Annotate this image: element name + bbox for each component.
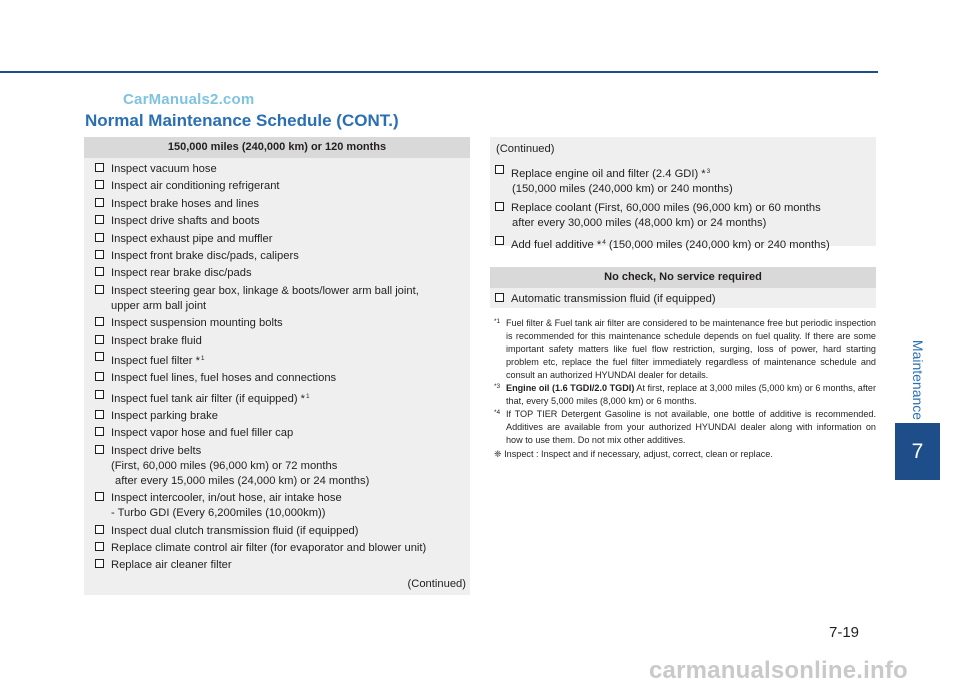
checkbox-icon: [95, 215, 104, 224]
checklist-item: [493, 292, 872, 307]
checkbox-icon: [95, 559, 104, 568]
checklist-item: [93, 371, 466, 386]
item-text: Inspect fuel filter *: [111, 354, 200, 367]
checkbox-icon: [95, 427, 104, 436]
checklist-item: [93, 214, 466, 229]
item-text: Inspect vapor hose and fuel filler cap: [111, 427, 294, 440]
checkbox-icon: [495, 202, 504, 211]
checkbox-icon: [95, 352, 104, 361]
no-service-panel: [490, 267, 876, 308]
watermark-bottom[interactable]: carmanualsonline.info: [649, 657, 908, 684]
continued-label: (Continued): [496, 143, 555, 155]
checklist-item: [93, 409, 466, 424]
checkbox-icon: [95, 267, 104, 276]
item-text: Inspect air conditioning refrigerant: [111, 180, 280, 193]
checkbox-icon: [95, 542, 104, 551]
checklist-item: [93, 334, 466, 349]
checklist: [84, 158, 470, 573]
footnote-text: If TOP TIER Detergent Gasoline is not available, one bottle of additive is recommended. Additives are available from your authorized HYUNDAI dealer along with information on how to use them. Do not mix other additives.: [506, 409, 876, 445]
top-rule: [0, 71, 878, 73]
item-text: Replace air cleaner filter: [111, 559, 232, 572]
continued-label: (Continued): [407, 578, 466, 590]
checklist-item: [93, 444, 466, 489]
item-text-line2: - Turbo GDI (Every 6,200miles (10,000km)): [111, 507, 326, 520]
item-text: Inspect drive shafts and boots: [111, 215, 260, 228]
panel-heading: No check, No service required: [490, 267, 876, 288]
checkbox-icon: [95, 492, 104, 501]
checklist-item: [93, 197, 466, 212]
checkbox-icon: [495, 165, 504, 174]
item-text: Inspect parking brake: [111, 410, 218, 423]
checkbox-icon: [495, 236, 504, 245]
footnote-list: [490, 317, 876, 447]
panel-heading: 150,000 miles (240,000 km) or 120 months: [84, 137, 470, 158]
footnote-mark: *1: [494, 318, 501, 325]
footnote-text: Fuel filter & Fuel tank air filter are considered to be maintenance free but periodic inspection is recommended for this maintenance schedule depends on fuel quality. If there are some important safety matters like fuel flow restriction, surging, loss of power, hard starting problem etc, replace the fuel filter immediately regardless of maintenance schedule and consult an authorized HYUNDAI dealer for details.: [506, 318, 876, 380]
item-text-line2: after every 30,000 miles (48,000 km) or 24 months): [512, 217, 767, 229]
checklist-item: [93, 232, 466, 247]
checklist-item: [93, 389, 466, 407]
page-title: Normal Maintenance Schedule (CONT.): [85, 111, 399, 130]
checkbox-icon: [95, 525, 104, 534]
section-tab-label[interactable]: [898, 340, 938, 420]
checklist-item: [93, 316, 466, 331]
item-text: Inspect fuel tank air filter (if equipped) *: [111, 392, 306, 405]
checkbox-icon: [95, 250, 104, 259]
item-text: Replace climate control air filter (for evaporator and blower unit): [111, 542, 427, 555]
checklist-item: [93, 249, 466, 264]
checklist-item: [93, 558, 466, 573]
footnote-ref: 1: [200, 354, 205, 362]
checklist-item: [93, 541, 466, 556]
footnote-text: At first, replace at 3,000 miles (5,000 km) or 6 months, after that, every 5,000 miles (8,000 km) or 6 months.: [506, 383, 876, 406]
item-text-line2: (First, 60,000 miles (96,000 km) or 72 months: [111, 459, 338, 472]
item-text: Replace coolant (First, 60,000 miles (96,000 km) or 60 months: [511, 202, 821, 214]
footnote-ref: 4: [602, 239, 606, 246]
item-text-line2: (150,000 miles (240,000 km) or 240 months): [512, 183, 733, 195]
page-number: 7-19: [829, 624, 860, 641]
checkbox-icon: [95, 335, 104, 344]
section-tab-text: Maintenance: [910, 339, 927, 421]
footnote: [490, 382, 876, 408]
item-text: Inspect vacuum hose: [111, 163, 217, 175]
item-text: Inspect intercooler, in/out hose, air intake hose: [111, 492, 342, 505]
item-text: Replace engine oil and filter (2.4 GDI) *: [511, 168, 706, 180]
legend-note: ❈ Inspect : Inspect and if necessary, adjust, correct, clean or replace.: [494, 449, 773, 459]
checkbox-icon: [95, 198, 104, 207]
footnote: [490, 408, 876, 447]
item-text-line2: upper arm ball joint: [111, 299, 207, 312]
checkbox-icon: [95, 233, 104, 242]
item-text-line3: after every 15,000 miles (24,000 km) or 24 months): [115, 474, 370, 487]
checklist-item: [93, 266, 466, 281]
item-text: Inspect drive belts: [111, 444, 202, 457]
item-text: Inspect dual clutch transmission fluid (if equipped): [111, 524, 359, 537]
checklist-item: [493, 201, 872, 231]
checklist-item: [93, 351, 466, 369]
item-text: Inspect steering gear box, linkage & boots/lower arm ball joint,: [111, 284, 419, 297]
checkbox-icon: [95, 372, 104, 381]
checklist: [490, 157, 876, 253]
footnote-mark: *3: [494, 383, 501, 390]
footnote-mark: *4: [494, 409, 501, 416]
checklist-item: [493, 235, 872, 253]
schedule-panel-continued: [490, 137, 876, 251]
item-text: Inspect suspension mounting bolts: [111, 317, 283, 330]
checklist-item: [93, 491, 466, 521]
checkbox-icon: [95, 317, 104, 326]
checklist-item: [93, 284, 466, 314]
footnote-ref: 3: [706, 168, 711, 175]
schedule-panel-150k: [84, 137, 470, 595]
item-text: Inspect brake fluid: [111, 334, 202, 347]
item-text: Inspect brake hoses and lines: [111, 197, 260, 210]
checkbox-icon: [95, 180, 104, 189]
checkbox-icon: [95, 285, 104, 294]
checklist-item: [493, 164, 872, 197]
footnote: [490, 317, 876, 382]
checkbox-icon: [95, 163, 104, 172]
item-text: Inspect fuel lines, fuel hoses and connections: [111, 372, 337, 385]
item-text-after: (150,000 miles (240,000 km) or 240 months): [605, 239, 830, 251]
item-text: Inspect rear brake disc/pads: [111, 267, 252, 280]
checklist-item: [93, 524, 466, 539]
item-text: Inspect front brake disc/pads, calipers: [111, 249, 299, 262]
item-text: Add fuel additive *: [511, 239, 602, 251]
footnotes: [490, 317, 876, 461]
checkbox-icon: [95, 445, 104, 454]
chapter-tab[interactable]: 7: [895, 423, 940, 480]
footnote-bold: Engine oil (1.6 TGDI/2.0 TGDI): [506, 383, 635, 393]
item-text: Automatic transmission fluid (if equipped): [511, 293, 716, 305]
item-text: Inspect exhaust pipe and muffler: [111, 232, 273, 245]
checklist-item: [93, 162, 466, 177]
checklist: [490, 288, 876, 307]
checklist-item: [93, 426, 466, 441]
checklist-item: [93, 179, 466, 194]
checkbox-icon: [95, 410, 104, 419]
checkbox-icon: [495, 293, 504, 302]
watermark-top[interactable]: CarManuals2.com: [123, 91, 255, 108]
checkbox-icon: [95, 390, 104, 399]
footnote-ref: 1: [306, 392, 310, 400]
